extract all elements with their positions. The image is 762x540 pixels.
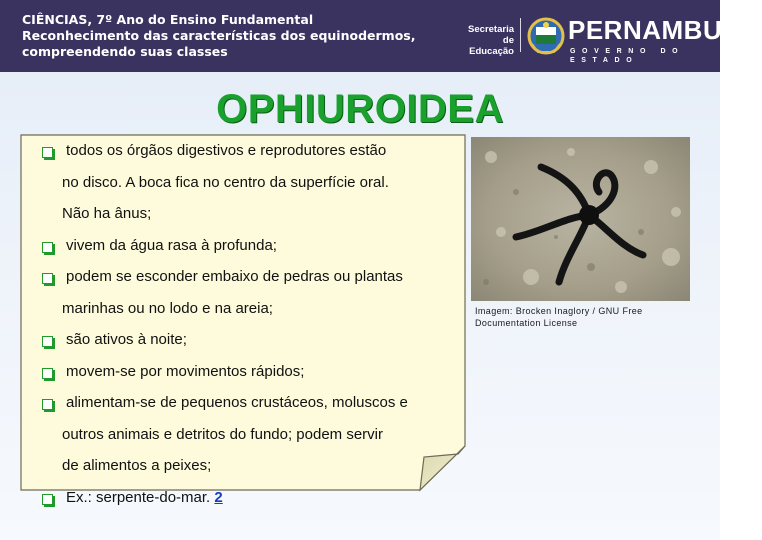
image-caption bbox=[475, 305, 643, 329]
caption-line-1: Imagem: Brocken Inaglory / GNU Free bbox=[475, 306, 643, 316]
bullet-item bbox=[20, 393, 408, 413]
bullet-text: no disco. A boca fica no centro da superfície oral. bbox=[62, 173, 389, 191]
bullet-continuation bbox=[20, 204, 151, 224]
checkbox-bullet-icon bbox=[42, 147, 53, 158]
content-note bbox=[20, 134, 470, 506]
course-line-1: CIÊNCIAS, 7º Ano do Ensino Fundamental bbox=[22, 12, 314, 27]
slide-title: OPHIUROIDEA bbox=[216, 87, 504, 131]
brand-subtitle: GOVERNO DO ESTADO bbox=[570, 48, 685, 64]
bullet-item bbox=[20, 488, 223, 508]
bullet-item bbox=[20, 362, 304, 382]
bullet-text: marinhas ou no lodo e na areia; bbox=[62, 299, 273, 317]
bullet-text: Não ha ânus; bbox=[62, 205, 152, 222]
bullet-text: movem-se por movimentos rápidos; bbox=[66, 362, 305, 380]
caption-line-2: Documentation License bbox=[475, 318, 578, 328]
bullet-text: todos os órgãos digestivos e reprodutores estão bbox=[66, 142, 387, 159]
bullet-text: Ex.: serpente-do-mar. bbox=[66, 488, 211, 506]
state-crest-icon bbox=[526, 14, 566, 58]
bullet-text: alimentam-se de pequenos crustáceos, moluscos e bbox=[66, 394, 408, 411]
logo-divider bbox=[520, 18, 521, 52]
checkbox-bullet-icon bbox=[42, 494, 53, 505]
course-line-3: compreendendo suas classes bbox=[22, 44, 228, 59]
bullet-text: podem se esconder embaixo de pedras ou plantas bbox=[66, 268, 403, 285]
checkbox-bullet-icon bbox=[42, 273, 53, 284]
bullet-item bbox=[20, 330, 187, 350]
bullet-item bbox=[20, 236, 277, 256]
bullet-text: são ativos à noite; bbox=[66, 331, 187, 348]
bullet-item bbox=[20, 267, 403, 287]
reference-link[interactable]: 2 bbox=[214, 488, 223, 506]
secretaria-label bbox=[456, 24, 514, 57]
checkbox-bullet-icon bbox=[42, 368, 53, 379]
secretaria-line-2: Educação bbox=[469, 46, 514, 57]
checkbox-bullet-icon bbox=[42, 399, 53, 410]
bullet-continuation bbox=[20, 456, 211, 476]
brand-name: PERNAMBUCO bbox=[568, 15, 762, 45]
checkbox-bullet-icon bbox=[42, 336, 53, 347]
bullet-continuation bbox=[20, 173, 389, 193]
brittle-star-photo bbox=[471, 137, 690, 301]
secretaria-line-1: Secretaria de bbox=[468, 24, 514, 46]
bullet-continuation bbox=[20, 299, 273, 319]
course-line-2: Reconhecimento das características dos equinodermos, bbox=[22, 28, 416, 43]
bullet-continuation bbox=[20, 425, 383, 445]
bullet-text: outros animais e detritos do fundo; podem servir bbox=[62, 425, 383, 443]
course-info bbox=[22, 12, 415, 60]
bullet-text: de alimentos a peixes; bbox=[62, 457, 212, 474]
header-bar bbox=[0, 0, 762, 72]
checkbox-bullet-icon bbox=[42, 242, 53, 253]
bullet-text: vivem da água rasa à profunda; bbox=[66, 236, 277, 254]
bullet-item bbox=[20, 141, 386, 161]
